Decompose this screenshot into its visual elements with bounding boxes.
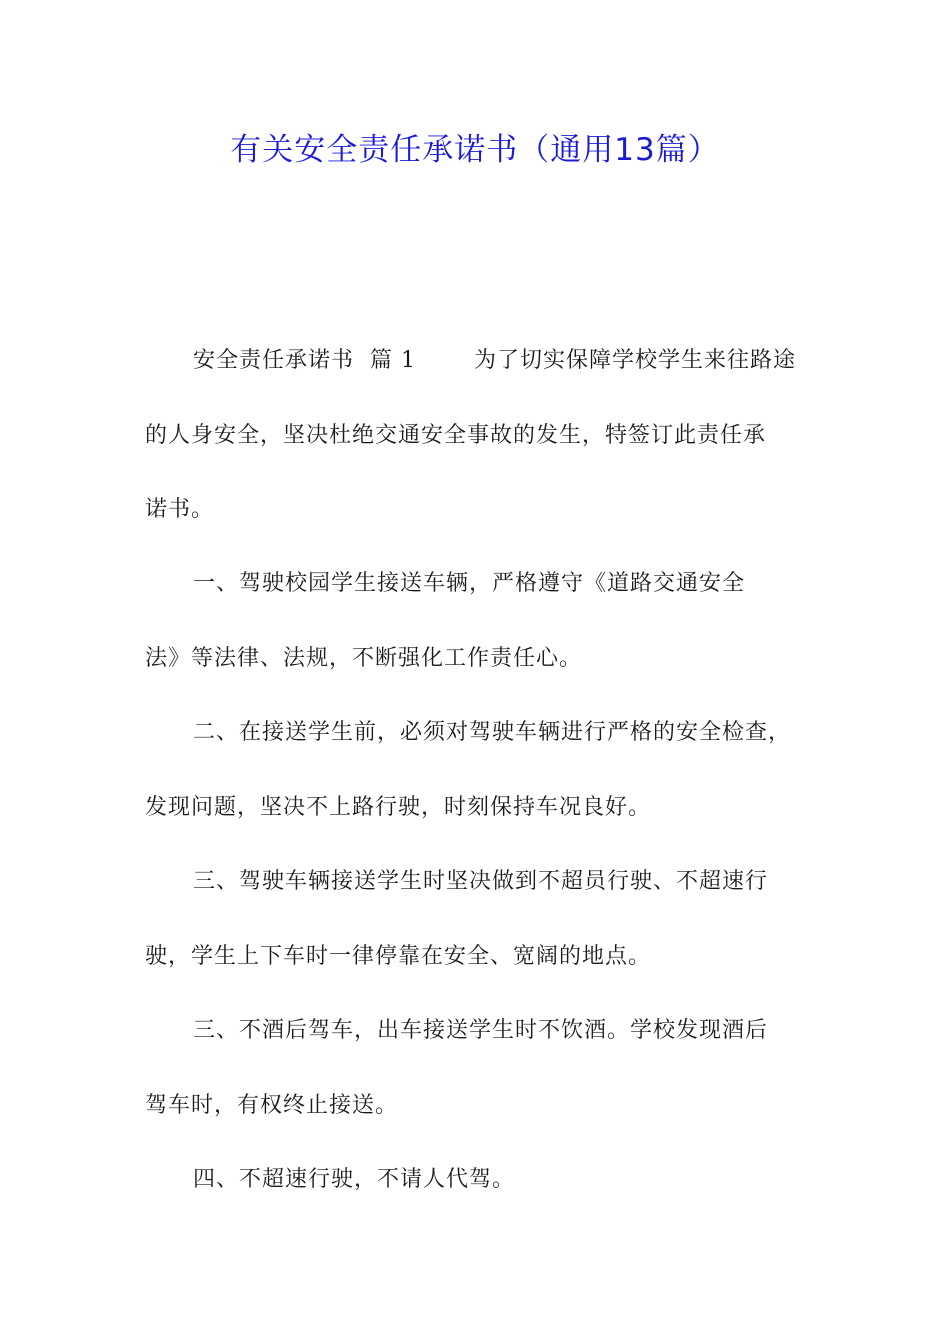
paragraph-text: 驶，学生上下车时一律停靠在安全、宽阔的地点。 bbox=[145, 944, 652, 969]
paragraph-line-10 bbox=[193, 1016, 768, 1046]
paragraph-line-9 bbox=[145, 942, 651, 972]
paragraph-line-5 bbox=[145, 644, 582, 674]
paragraph-text: 法》等法律、法规，不断强化工作责任心。 bbox=[145, 646, 583, 671]
paragraph-text: 三、驾驶车辆接送学生时坚决做到不超员行驶、不超速行 bbox=[193, 869, 769, 894]
paragraph-line-12 bbox=[193, 1165, 515, 1195]
paragraph-line-11 bbox=[145, 1091, 398, 1121]
section-heading: 安全责任承诺书 bbox=[193, 348, 355, 373]
paragraph-text: 驾车时，有权终止接送。 bbox=[145, 1093, 399, 1118]
paragraph-line-3 bbox=[145, 495, 214, 525]
paragraph-line-7 bbox=[145, 793, 651, 823]
paragraph-line-2 bbox=[145, 421, 766, 451]
paragraph-text: 三、不酒后驾车，出车接送学生时不饮酒。学校发现酒后 bbox=[193, 1018, 769, 1043]
paragraph-text: 一、驾驶校园学生接送车辆，严格遵守《道路交通安全 bbox=[193, 571, 746, 596]
paragraph-text: 四、不超速行驶，不请人代驾。 bbox=[193, 1167, 516, 1192]
paragraph-line-6 bbox=[193, 718, 791, 748]
paragraph-text: 诺书。 bbox=[145, 497, 215, 522]
section-number: 篇 1 bbox=[370, 348, 417, 373]
document-title: 有关安全责任承诺书（通用13篇） bbox=[230, 132, 720, 168]
paragraph-text: 发现问题，坚决不上路行驶，时刻保持车况良好。 bbox=[145, 795, 652, 820]
paragraph-line-4 bbox=[193, 569, 745, 599]
paragraph-line-1 bbox=[193, 346, 796, 376]
paragraph-text: 为了切实保障学校学生来往路途 bbox=[474, 348, 797, 373]
paragraph-text: 二、在接送学生前，必须对驾驶车辆进行严格的安全检查， bbox=[193, 720, 792, 745]
paragraph-line-8 bbox=[193, 867, 768, 897]
paragraph-text: 的人身安全，坚决杜绝交通安全事故的发生，特签订此责任承 bbox=[145, 423, 767, 448]
